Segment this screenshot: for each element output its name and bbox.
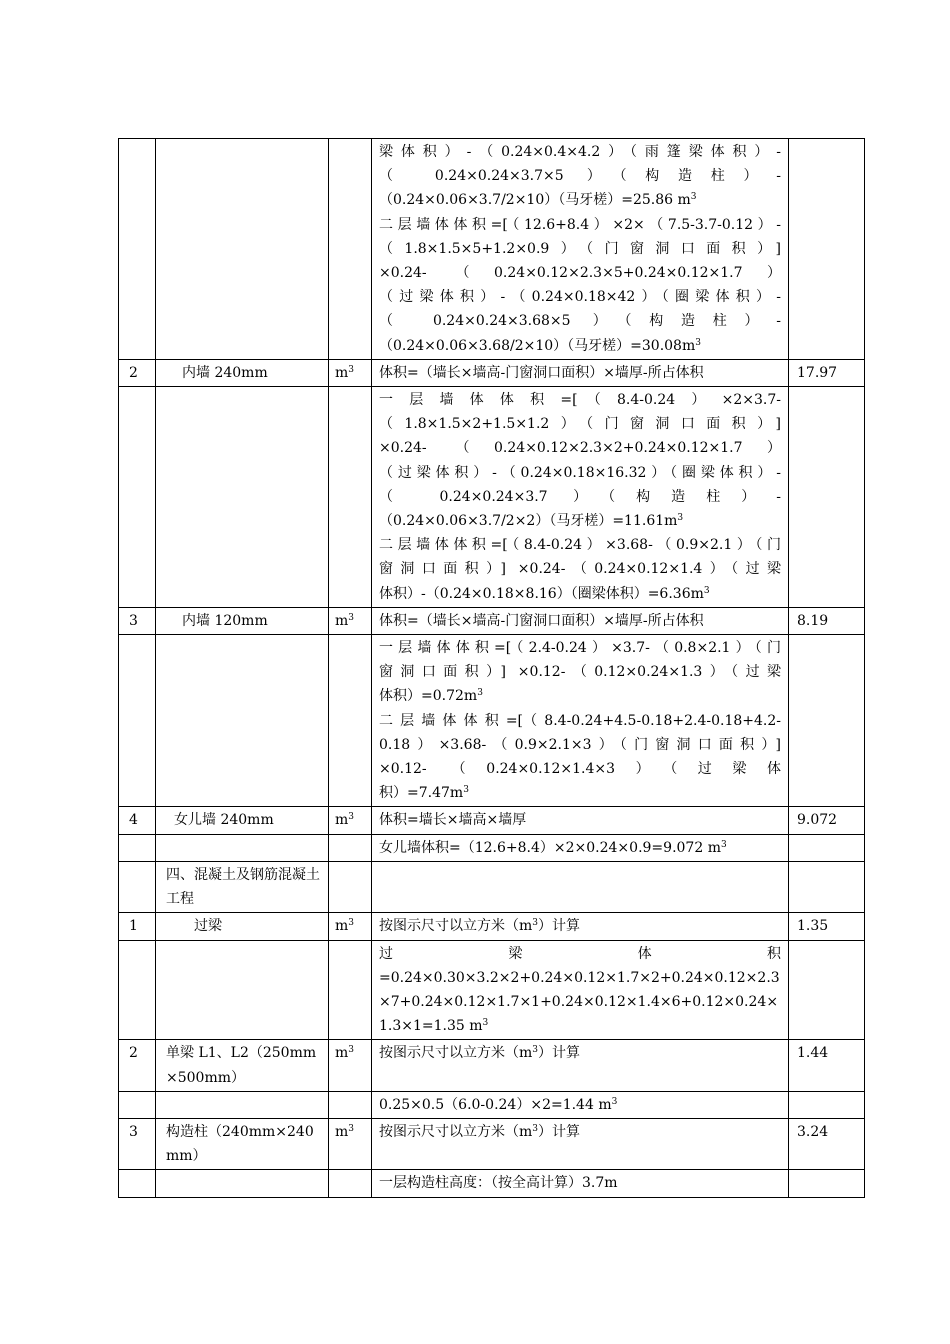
quantity-cell [789, 834, 865, 861]
formula-line: ×0.24- （0.24×0.12×2.3×5+0.24×0.12×1.7） [379, 265, 781, 282]
item-number-cell [119, 861, 156, 912]
formula-line: 一层墙体体积=[（8.4-0.24）×2×3.7- [379, 392, 781, 409]
quantity-cell: 3.24 [789, 1118, 865, 1169]
item-name-cell: 单梁 L1、L2（250mm×500mm） [156, 1040, 329, 1091]
unit-cell: $m^3$ [329, 1040, 372, 1091]
item-name-cell: 构造柱（240mm×240mm） [156, 1118, 329, 1169]
formula-line: 女儿墙体积=（12.6+8.4）×2×0.24×0.9=9.072 $m^3$ [379, 839, 727, 856]
item-number-cell: 3 [119, 607, 156, 634]
item-number-cell [119, 834, 156, 861]
quantity-cell: 8.19 [789, 607, 865, 634]
item-number-cell: 3 [119, 1118, 156, 1169]
formula-line: 体积）-（0.24×0.18×8.16）（圈梁体积）$=6.36m^3$ [379, 585, 710, 602]
formula-line: （过梁体积）-（0.24×0.18×16.32）（圈梁体积）- [379, 464, 781, 481]
quantity-cell [789, 1170, 865, 1197]
item-name-cell [156, 834, 329, 861]
table-row [119, 1091, 865, 1118]
formula-line: 体积=墙长×墙高×墙厚 [379, 812, 527, 829]
unit-cell [329, 834, 372, 861]
item-name-cell [156, 1170, 329, 1197]
table-row [119, 1170, 865, 1197]
table-row [119, 913, 865, 940]
item-number-cell: 1 [119, 913, 156, 940]
unit-cell: $m^3$ [329, 807, 372, 834]
table-row [119, 359, 865, 386]
quantity-cell [789, 139, 865, 360]
formula-cell [372, 139, 789, 360]
formula-cell [372, 635, 789, 807]
formula-line: （ 0.24×0.24×3.7×5 ）（构造柱）- [379, 168, 781, 185]
formula-line: =0.24×0.30×3.2×2+0.24×0.12×1.7×2+0.24×0.12×2.3×7+0.24×0.12×1.7×1+0.24×0.12×1.4×6+0.12×0.24×1.3×1=1.35 $m^3$ [379, 969, 780, 1035]
item-name-cell: 女儿墙 240mm [156, 807, 329, 834]
unit-cell [329, 1170, 372, 1197]
item-number-cell: 2 [119, 1040, 156, 1091]
formula-line: 梁体积）-（0.24×0.4×4.2）（雨篷梁体积）- [379, 144, 781, 160]
item-name-cell [156, 139, 329, 360]
formula-line: 二层墙体体积=[（8.4-0.24）×3.68-（0.9×2.1）（门 [379, 537, 781, 554]
formula-line: （0.24×0.06×3.68/2×10）（马牙槎）$=30.08m^3$ [379, 337, 701, 354]
table-row [119, 807, 865, 834]
item-number-cell [119, 940, 156, 1040]
table-row [119, 861, 865, 912]
formula-line: 窗洞口面积）] ×0.12-（0.12×0.24×1.3）（过梁 [379, 664, 781, 681]
formula-line: （0.24×0.06×3.7/2×2）（马牙槎）$=11.61m^3$ [379, 513, 684, 530]
formula-cell [372, 359, 789, 386]
formula-line: 0.18）×3.68-（0.9×2.1×3）（门窗洞口面积）] [379, 736, 781, 753]
formula-line: （0.24×0.06×3.7/2×10）（马牙槎）=25.86 $m^3$ [379, 192, 697, 209]
formula-line: （1.8×1.5×5+1.2×0.9）（门窗洞口面积）] [379, 240, 781, 257]
unit-cell [329, 1091, 372, 1118]
table-row [119, 387, 865, 608]
formula-line: 按图示尺寸以立方米$(m^3)$计算 [379, 1123, 581, 1140]
formula-line: 窗洞口面积）] ×0.24-（0.24×0.12×1.4）（过梁 [379, 561, 781, 578]
table-row [119, 607, 865, 634]
quantity-calculation-table [118, 138, 865, 1198]
formula-line: （过梁体积）-（0.24×0.18×42）（圈梁体积）- [379, 289, 781, 306]
quantity-cell [789, 861, 865, 912]
formula-line: 积）$=7.47m^3$ [379, 785, 469, 802]
quantity-cell [789, 635, 865, 807]
item-number-cell [119, 387, 156, 608]
item-name-cell: 过梁 [156, 913, 329, 940]
formula-cell [372, 1091, 789, 1118]
formula-line: 按图示尺寸以立方米$(m^3)$计算 [379, 918, 581, 935]
formula-line: ×0.24- （0.24×0.12×2.3×2+0.24×0.12×1.7） [379, 440, 781, 457]
formula-cell [372, 1040, 789, 1091]
item-name-cell [156, 635, 329, 807]
item-number-cell: 4 [119, 807, 156, 834]
quantity-cell: 1.35 [789, 913, 865, 940]
quantity-cell [789, 940, 865, 1040]
section-heading-cell: 四、混凝土及钢筋混凝土工程 [156, 861, 329, 912]
formula-line: 二层墙体体积=[（8.4-0.24+4.5-0.18+2.4-0.18+4.2- [379, 712, 781, 729]
unit-cell: $m^3$ [329, 1118, 372, 1169]
formula-cell [372, 607, 789, 634]
formula-line: 一层构造柱高度：（按全高计算）3.7m [379, 1175, 618, 1192]
unit-cell: $m^3$ [329, 607, 372, 634]
item-number-cell [119, 1170, 156, 1197]
formula-line: 按图示尺寸以立方米$(m^3)$计算 [379, 1045, 581, 1062]
unit-cell: $m^3$ [329, 359, 372, 386]
item-number-cell: 2 [119, 359, 156, 386]
formula-line: 体积）$=0.72m^3$ [379, 688, 483, 705]
formula-cell [372, 807, 789, 834]
formula-line: （ 0.24×0.24×3.68×5 ）（构造柱）- [379, 313, 781, 330]
quantity-cell: 1.44 [789, 1040, 865, 1091]
formula-line: （1.8×1.5×2+1.5×1.2）（门窗洞口面积）] [379, 416, 781, 433]
formula-cell [372, 1118, 789, 1169]
item-name-cell [156, 1091, 329, 1118]
formula-line: 过梁体积 [379, 945, 781, 962]
table-row [119, 834, 865, 861]
formula-cell [372, 387, 789, 608]
formula-cell [372, 1170, 789, 1197]
unit-cell [329, 387, 372, 608]
formula-line: 0.25×0.5（6.0-0.24）×2=1.44 $m^3$ [379, 1096, 618, 1113]
item-number-cell [119, 1091, 156, 1118]
formula-cell [372, 913, 789, 940]
unit-cell: $m^3$ [329, 913, 372, 940]
quantity-cell: 9.072 [789, 807, 865, 834]
formula-line: 二层墙体体积=[（12.6+8.4）×2×（7.5-3.7-0.12）- [379, 216, 781, 233]
table-row [119, 635, 865, 807]
item-number-cell [119, 139, 156, 360]
formula-line: 体积=（墙长×墙高-门窗洞口面积）×墙厚-所占体积 [379, 612, 704, 629]
item-name-cell: 内墙 120mm [156, 607, 329, 634]
table-row [119, 1118, 865, 1169]
quantity-cell: 17.97 [789, 359, 865, 386]
formula-cell [372, 861, 789, 912]
item-number-cell [119, 635, 156, 807]
formula-line: （ 0.24×0.24×3.7 ）（构造柱）- [379, 488, 781, 505]
item-name-cell [156, 940, 329, 1040]
unit-cell [329, 139, 372, 360]
unit-cell [329, 635, 372, 807]
quantity-cell [789, 387, 865, 608]
formula-line: ×0.12- （0.24×0.12×1.4×3）（过梁体 [379, 761, 781, 778]
unit-cell [329, 940, 372, 1040]
item-name-cell: 内墙 240mm [156, 359, 329, 386]
formula-line: 一层墙体体积=[（2.4-0.24）×3.7-（0.8×2.1）（门 [379, 640, 781, 657]
formula-cell [372, 940, 789, 1040]
unit-cell [329, 861, 372, 912]
table-row [119, 940, 865, 1040]
formula-cell [372, 834, 789, 861]
quantity-cell [789, 1091, 865, 1118]
table-row [119, 139, 865, 360]
formula-line: 体积=（墙长×墙高-门窗洞口面积）×墙厚-所占体积 [379, 364, 704, 381]
item-name-cell [156, 387, 329, 608]
table-row [119, 1040, 865, 1091]
